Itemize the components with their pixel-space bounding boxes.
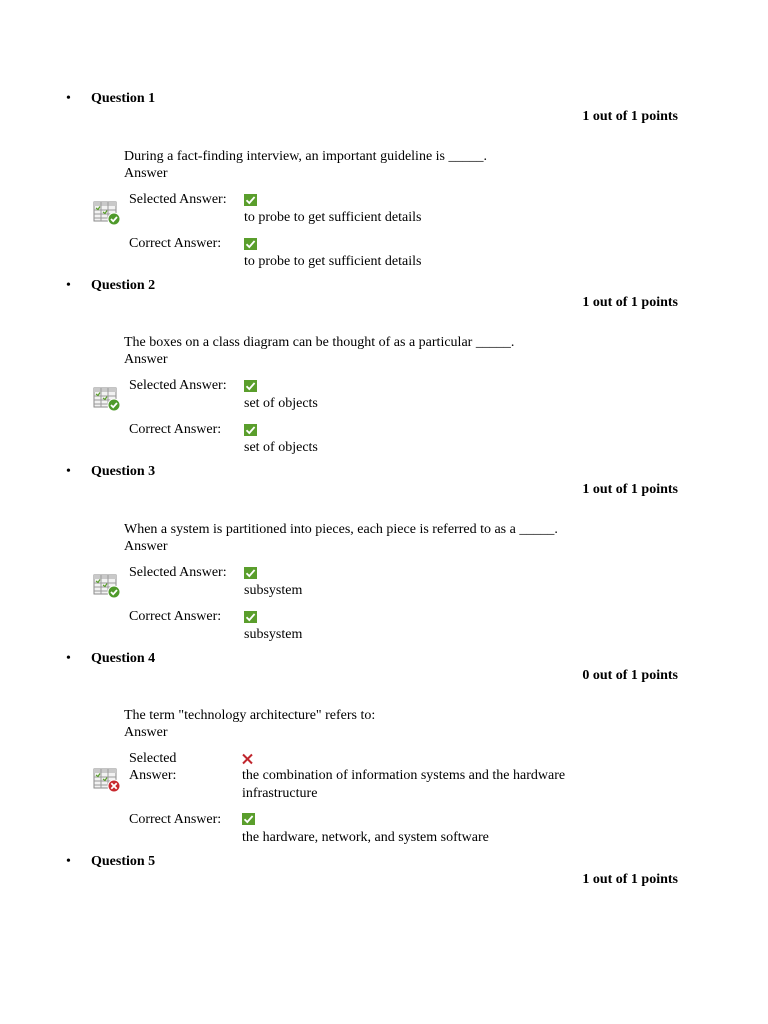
- selected-answer-value: to probe to get sufficient details: [244, 210, 422, 225]
- points-score: 1 out of 1 points: [582, 109, 678, 124]
- check-icon: [244, 238, 257, 250]
- check-icon: [244, 380, 257, 392]
- answer-label: Answer: [124, 539, 168, 554]
- correct-answer-value: the hardware, network, and system software: [242, 830, 489, 845]
- correct-answer-label: Correct Answer:: [129, 609, 222, 624]
- selected-answer-value-line1: the combination of information systems and the hardware: [242, 768, 566, 783]
- question-text: The term "technology architecture" refers to:: [124, 708, 376, 723]
- question-title: Question 3: [91, 464, 156, 479]
- correct-answer-value: to probe to get sufficient details: [244, 254, 422, 269]
- correct-answer-label: Correct Answer:: [129, 236, 222, 251]
- check-icon: [244, 567, 257, 579]
- selected-answer-value-line2: infrastructure: [242, 786, 318, 801]
- selected-answer-value: set of objects: [244, 396, 318, 411]
- selected-answer-label: Selected Answer:: [129, 192, 227, 207]
- correct-grade-icon: [93, 200, 121, 226]
- check-icon: [244, 194, 257, 206]
- correct-answer-label: Correct Answer:: [129, 422, 222, 437]
- question-title: Question 4: [91, 651, 156, 666]
- points-score: 1 out of 1 points: [582, 872, 678, 887]
- check-icon: [244, 424, 257, 436]
- bullet: •: [66, 651, 71, 666]
- selected-answer-label-line2: Answer:: [129, 768, 177, 783]
- points-score: 1 out of 1 points: [582, 295, 678, 310]
- x-icon: [241, 753, 254, 765]
- answer-label: Answer: [124, 352, 168, 367]
- bullet: •: [66, 91, 71, 106]
- bullet: •: [66, 464, 71, 479]
- bullet: •: [66, 278, 71, 293]
- answer-label: Answer: [124, 725, 168, 740]
- question-text: The boxes on a class diagram can be thought of as a particular _____.: [124, 335, 515, 350]
- answer-label: Answer: [124, 166, 168, 181]
- selected-answer-value: subsystem: [244, 583, 303, 598]
- correct-answer-value: subsystem: [244, 627, 303, 642]
- correct-answer-value: set of objects: [244, 440, 318, 455]
- question-text: When a system is partitioned into pieces, each piece is referred to as a _____.: [124, 522, 558, 537]
- correct-grade-icon: [93, 573, 121, 599]
- correct-answer-label: Correct Answer:: [129, 812, 222, 827]
- question-title: Question 5: [91, 854, 156, 869]
- correct-grade-icon: [93, 386, 121, 412]
- bullet: •: [66, 854, 71, 869]
- check-icon: [242, 813, 255, 825]
- question-text: During a fact-finding interview, an important guideline is _____.: [124, 149, 488, 164]
- check-icon: [244, 611, 257, 623]
- points-score: 1 out of 1 points: [582, 482, 678, 497]
- points-score: 0 out of 1 points: [582, 668, 678, 683]
- selected-answer-label: Selected Answer:: [129, 565, 227, 580]
- selected-answer-label-line1: Selected: [129, 751, 177, 766]
- question-title: Question 1: [91, 91, 156, 106]
- incorrect-grade-icon: [93, 767, 121, 793]
- selected-answer-label: Selected Answer:: [129, 378, 227, 393]
- question-title: Question 2: [91, 278, 156, 293]
